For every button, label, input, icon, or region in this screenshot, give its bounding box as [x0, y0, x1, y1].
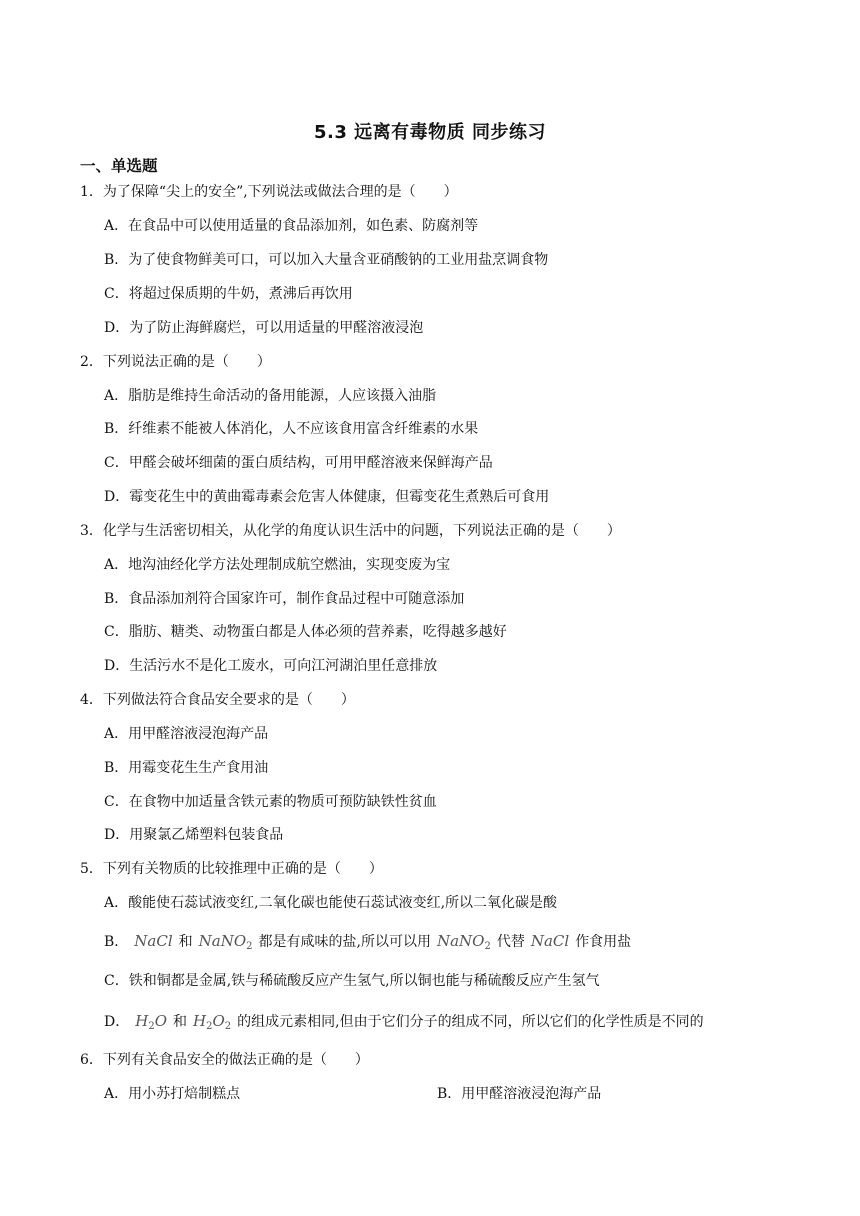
option-1c: C．将超过保质期的牛奶，煮沸后再饮用: [104, 286, 353, 302]
option-3d: D．生活污水不是化工废水，可向江河湖泊里任意排放: [104, 658, 438, 674]
formula-nacl: NaCl: [530, 932, 570, 950]
document-title: 5.3 远离有毒物质 同步练习: [314, 122, 546, 143]
section-heading: 一、单选题: [80, 157, 158, 175]
option-4c: C．在食物中加适量含铁元素的物质可预防缺铁性贫血: [104, 794, 437, 810]
option-2d: D．霉变花生中的黄曲霉毒素会危害人体健康，但霉变花生煮熟后可食用: [104, 489, 550, 505]
question-5: 5．下列有关物质的比较推理中正确的是（ ）: [80, 861, 383, 877]
option-6a: A．用小苏打焙制糕点: [104, 1086, 241, 1102]
option-5d: D． $H_2O$ 和 $H_2O_2$ 的组成元素相同,但由于它们分子的组成不同，所以它们的化学性质是不同的: [104, 1012, 704, 1032]
option-1b: B．为了使食物鲜美可口，可以加入大量含亚硝酸钠的工业用盐烹调食物: [104, 252, 549, 268]
option-4b: B．用霉变花生生产食用油: [104, 760, 269, 776]
option-3b: B．食品添加剂符合国家许可，制作食品过程中可随意添加: [104, 591, 465, 607]
question-stem: 下列做法符合食品安全要求的是（ ）: [102, 692, 355, 708]
formula-h2o2: $H_2O_2$: [193, 1012, 232, 1032]
option-4a: A．用甲醛溶液浸泡海产品: [104, 726, 269, 742]
option-3c: C．脂肪、糖类、动物蛋白都是人体必须的营养素，吃得越多越好: [104, 624, 507, 640]
option-5b: B． NaCl 和 NaNO$_2$ 都是有咸味的盐,所以可以用 NaNO$_2$ 代替 NaCl 作食用盐: [104, 932, 632, 952]
question-stem: 下列有关物质的比较推理中正确的是（ ）: [102, 861, 383, 877]
question-stem: 化学与生活密切相关，从化学的角度认识生活中的问题，下列说法正确的是（ ）: [102, 523, 621, 539]
option-2c: C．甲醛会破坏细菌的蛋白质结构，可用甲醛溶液来保鲜海产品: [104, 455, 493, 471]
option-1a: A．在食品中可以使用适量的食品添加剂，如色素、防腐剂等: [104, 218, 479, 234]
option-1d: D．为了防止海鲜腐烂，可以用适量的甲醛溶液浸泡: [104, 320, 424, 336]
option-4d: D．用聚氯乙烯塑料包装食品: [104, 827, 284, 843]
question-1: 1．为了保障“尖上的安全”,下列说法或做法合理的是（ ）: [80, 184, 458, 200]
question-4: 4．下列做法符合食品安全要求的是（ ）: [80, 692, 355, 708]
formula-nano2: NaNO$_2$: [198, 932, 253, 952]
option-6b: B．用甲醛溶液浸泡海产品: [437, 1086, 602, 1102]
option-5a: A．酸能使石蕊试液变红,二氧化碳也能使石蕊试液变红,所以二氧化碳是酸: [104, 895, 558, 911]
question-stem: 下列说法正确的是（ ）: [102, 354, 271, 370]
option-2b: B．纤维素不能被人体消化，人不应该食用富含纤维素的水果: [104, 421, 479, 437]
question-6: 6．下列有关食品安全的做法正确的是（ ）: [80, 1052, 369, 1068]
question-stem: 下列有关食品安全的做法正确的是（ ）: [102, 1052, 369, 1068]
question-2: 2．下列说法正确的是（ ）: [80, 354, 271, 370]
question-stem: 为了保障“尖上的安全”,下列说法或做法合理的是（ ）: [102, 184, 458, 200]
formula-nano2: NaNO$_2$: [436, 932, 491, 952]
option-2a: A．脂肪是维持生命活动的备用能源，人应该摄入油脂: [104, 388, 437, 404]
formula-h2o: $H_2O$: [135, 1012, 168, 1032]
question-3: 3．化学与生活密切相关，从化学的角度认识生活中的问题，下列说法正确的是（ ）: [80, 523, 621, 539]
option-5c: C．铁和铜都是金属,铁与稀硫酸反应产生氢气,所以铜也能与稀硫酸反应产生氢气: [104, 973, 600, 989]
formula-nacl: NaCl: [134, 932, 173, 950]
option-3a: A．地沟油经化学方法处理制成航空燃油，实现变废为宝: [104, 557, 451, 573]
